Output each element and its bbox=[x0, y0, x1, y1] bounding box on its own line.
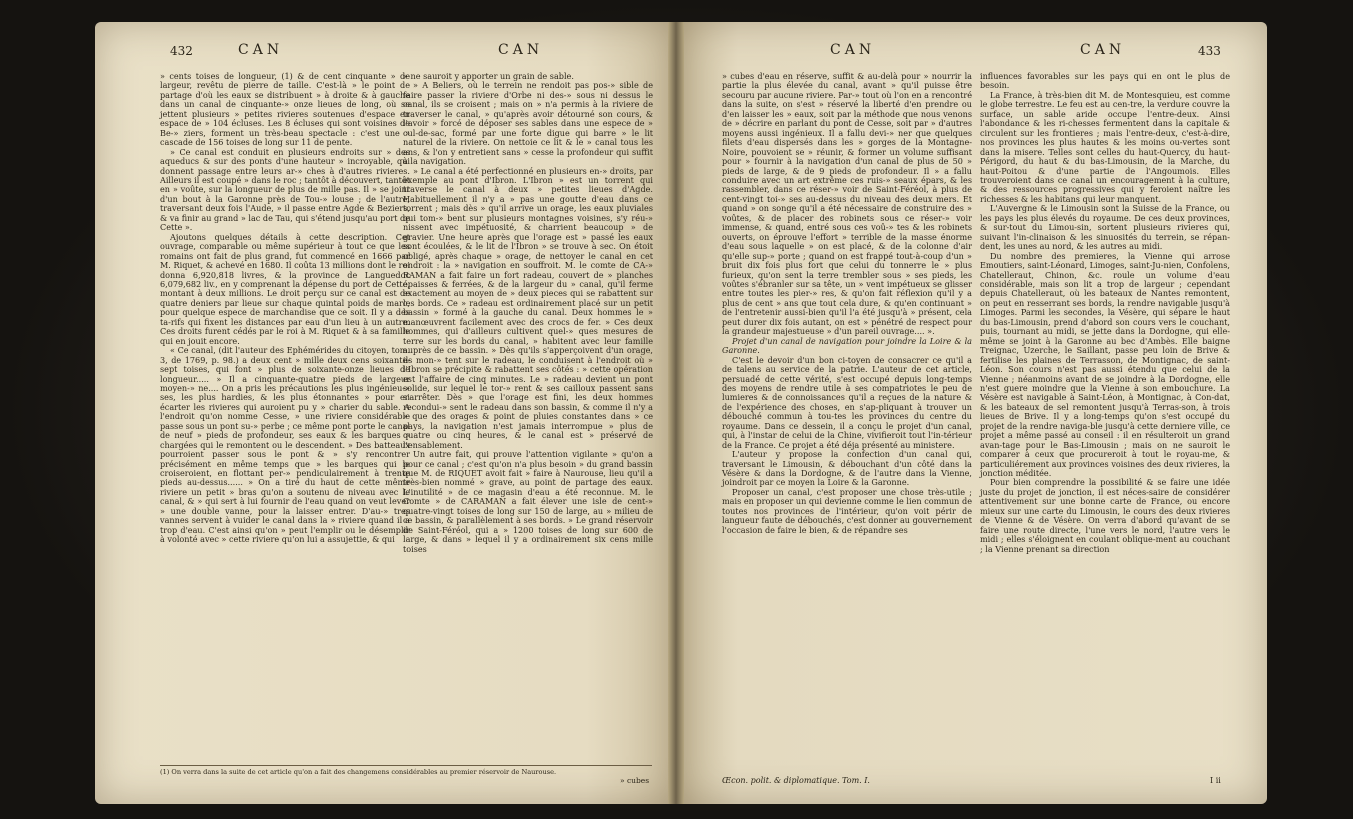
paragraph: La France, à très-bien dit M. de Montesquieu, est comme le globe terrestre. Le feu est au cen-tre, la verdure couvre la surface, un sable aride occupe l'entre-deux. Ainsi l'abondance & les ri-chesses fermentent dans la capitale & circulent sur les frontieres ; mais l'entre-deux, c'est-à-dire, nos provinces les plus hautes & les moins ou-vertes sont dans la misere. Telles sont celles du haut-Quercy, du haut-Périgord, du haut & du bas-Limousin, de la Marche, du haut-Poitou & d'une partie de l'Angoumois. Elles trouveroient dans ce canal un encouragement à la culture, & des ressources progressives qui y feroient naître les richesses & les habitans qui leur manquent. bbox=[980, 89, 1230, 204]
right-column-1 bbox=[722, 72, 972, 535]
paragraph: » ne sauroit y apporter un grain de sable. bbox=[403, 71, 574, 81]
paragraph: » A Beliers, où le terrein ne rendoit pas pos-» sible de faire passer la riviere d'Orbe ni des-» sous ni dessus le canal, ils se croisent ; mais on » n'a permis à la riviere de traverser le canal, » qu'après avoir détourné son cours, & l'avoir » forcé de déposer ses sables dans une espece de » cul-de-sac, formé par une forte digue qui barre » le lit naturel de la riviere. On nettoie ce lit & le » canal tous les ans, & l'on y entretient sans » cesse la profondeur qui suffit à la navigation. bbox=[403, 80, 653, 167]
paragraph: Ajoutons quelques détails à cette description. Cet ouvrage, comparable ou même supérieur à tout ce que les romains ont fait de plus grand, fut commencé en 1666 par M. Riquet, & achevé en 1680. Il coûta 13 millions dont le roi donna 6,920,818 livres, & la province de Languedoc 6,079,682 liv., en y comprenant la dépense du port de Cette, montant à deux millions. Le droit perçu sur ce canal est de quatre deniers par lieue sur chaque quintal poids de marc, pour quelque espece de marchandise que ce soit. Il y a des ta-rifs qui fixent les distances par eau d'un lieu à un autre. Ces droits furent cédés par le roi à M. Riquet & à sa famille qui en jouit encore. bbox=[160, 231, 410, 346]
left-running-head-2: CAN bbox=[498, 42, 544, 58]
right-running-head-2: CAN bbox=[1080, 42, 1126, 58]
left-column-1 bbox=[160, 72, 410, 545]
signature-mark: I ii bbox=[1210, 776, 1221, 785]
left-running-head-1: CAN bbox=[238, 42, 284, 58]
paragraph: L'auteur y propose la confection d'un canal qui, traversant le Limousin, & débouchant d'un côté dans la Vésère & dans la Dordogne, & de l'autre dans la Vienne, joindroit par ce moyen la Loire & la Garonne. bbox=[722, 449, 972, 488]
paragraph: » cubes d'eau en réserve, suffit & au-delà pour » nourrir la partie la plus élevée du canal, avant » qu'il puisse être secouru par aucune riviere. Par-» tout où l'on en a rencontré dans la suite, on s'est » réservé la liberté d'en prendre ou d'en laisser les » eaux, soit par la méthode que nous venons de » décrire en parlant du pont de Cesse, soit par » d'autres moyens aussi ingénieux. Il a fallu devi-» ner que quelques filets d'eau dispersés dans les » gorges de la Montagne-Noire, pouvoient se » réunir, & former un volume suffisant pour » fournir à la navigation d'un canal de plus de 50 » pieds de large, & de 9 pieds de profondeur. Il » a fallu conduire avec un art extrême ces ruis-» seaux épars, & les rassembler, dans ce réser-» voir de Saint-Féréol, à plus de cent-vingt toi-» ses au-dessus du niveau des deux mers. Et quand » on songe qu'il a été nécessaire de construire des » voûtes, & de placer des robinets sous ce réser-» voir immense, & quand, entré sous ces voû-» tes & les robinets ouverts, on éprouve l'effort » terrible de la masse énorme d'eau sous laquelle » on est placé, & de la colonne d'air qu'elle sup-» porte ; quand on est frappé tout-à-coup d'un » bruit dix fois plus fort que celui du tonnerre le » plus furieux, qu'on sent la terre trembler sous » ses pieds, les voûtes s'ébranler sur sa tête, un » vent impétueux se glisser entre toutes les pier-» res, & qu'on fait réflexion qu'il y a plus de cent » ans que tout cela dure, & qu'en continuant » de l'entretenir aussi-bien qu'il l'a été jusqu'à » présent, cela peut durer dix fois autant, on est » pénétré de respect pour la grandeur majestueuse » d'un pareil ouvrage.... ». bbox=[722, 71, 972, 337]
paragraph: L'Auvergne & le Limousin sont la Suisse de la France, ou les pays les plus élevés du royaume. De ces deux provinces, & sur-tout du Limou-sin, sortent plusieurs rivieres qui, suivant l'in-clinaison & les sinuosités du terrein, se répan-dent, les unes au nord, & les autres au midi. bbox=[980, 203, 1230, 252]
paragraph: » Le canal a été perfectionné en plusieurs en-» droits, par exemple au pont d'Ibron. L'Ibron » est un torrent qui traverse le canal à deux » petites lieues d'Agde. Habituellement il n'y a » pas une goutte d'eau dans ce torrent ; mais dès » qu'il arrive un orage, les eaux pluviales qui tom-» bent sur plusieurs montagnes voisines, s'y réu-» nissent avec impétuosité, & charrient beaucoup » de gravier. Une heure après que l'orage est » passé les eaux sont écoulées, & le lit de l'Ibron » se trouve à sec. On étoit obligé, après chaque » orage, de nettoyer le canal en cet endroit : la » navigation en souffroit. M. le comte de CA-» RAMAN a fait faire un fort radeau, couvert de » planches épaisses & ferrées, & de la largeur du » canal, qu'il ferme exactement au moyen de » deux pieces qui se rabattent sur les bords. Ce » radeau est ordinairement placé sur un petit bassin » formé à la gauche du canal. Deux hommes le » manœuvrent facilement avec des crocs de fer. » Ces deux hommes, qui d'ailleurs cultivent quel-» ques mesures de terre sur les bords du canal, » habitent avec leur famille auprès de ce bassin. » Dès qu'ils s'apperçoivent d'un orage, ils mon-» tent sur le radeau, le conduisent à l'endroit où » l'Ibron se précipite & rabattent ses côtés : » cette opération est l'affaire de cinq minutes. Le » radeau devient un pont solide, sur lequel le tor-» rent & ses cailloux passent sans s'arrêter. Dès » que l'orage est fini, les deux hommes recondui-» sent le radeau dans son bassin, & comme il n'y a » que des orages & point de pluies constantes dans » ce pays, la navigation n'est jamais interrompue » plus de quatre ou cinq heures, & le canal est » préservé de l'ensablement. bbox=[403, 165, 653, 450]
paragraph: « Ce canal, (dit l'auteur des Ephémérides du citoyen, tom. 3, de 1769, p. 98.) a deux cent » mille deux cens soixante-sept toises, qui font » plus de soixante-onze lieues de longueur..... » Il a cinquante-quatre pieds de largeur moyen-» ne.... On a pris les précautions les plus ingénieu-» ses, les plus hardies, & les plus étonnantes » pour en écarter les rivieres qui auroient pu y » charier du sable. A l'endroit qu'on nomme Cesse, » une riviere considérable passe sous un pont su-» perbe ; ce même pont porte le canal de neuf » pieds de profondeur, ses eaux & les barques » chargées qui le remontent ou le descendent. » Des batteaux pourroient passer sous le pont & » s'y rencontrer précisément en même temps que » les barques qui le croiseroient, en flottant per-» pendiculairement à trente pieds au-dessus...... » On a tiré du haut de cette même riviere un petit » bras qu'on a soutenu de niveau avec le canal, & » qui sert à lui fournir de l'eau quand on veut lever » une double vanne, pour la laisser entrer. D'au-» tres vannes servent à vuider le canal dans la » riviere quand il a trop d'eau. C'est ainsi qu'on » peut l'emplir ou le désemplir à volonté avec » cette riviere qu'on lui a assujettie, & qui bbox=[160, 345, 410, 545]
section-title: Projet d'un canal de navigation pour joindre la Loire & la Garonne. bbox=[722, 335, 972, 356]
paragraph: Proposer un canal, c'est proposer une chose très-utile ; mais en proposer un qui devienne comme le lien commun de toutes nos provinces de l'intérieur, qu'on voit périr de langueur faute de débouchés, c'est donner au gouvernement l'occasion de faire le bien, & de répandre ses bbox=[722, 486, 973, 535]
left-folio: 432 bbox=[170, 44, 193, 58]
footnote: (1) On verra dans la suite de cet article qu'on a fait des changemens considérables au premier réservoir de Naurouse. bbox=[160, 765, 652, 776]
signature-line: Œcon. polit. & diplomatique. Tom. I. bbox=[722, 776, 870, 785]
right-running-head-1: CAN bbox=[830, 42, 876, 58]
paragraph: Du nombre des premieres, la Vienne qui arrose Emoutiers, saint-Léonard, Limoges, saint-Ju-nien, Confolens, Chatelleraut, Chinon, &c. roule un volume d'eau considérable, mais son lit a trop de largeur ; cependant depuis Chatelleraut, où les bateaux de Nantes remontent, on peut en resserrant ses bords, la rendre navigable jusqu'à Limoges. Parmi les secondes, la Vésère, qui sépare le haut du bas-Limousin, prend d'abord son cours vers le couchant, puis, tournant au midi, se jette dans la Dordogne, qui elle-même se joint à la Garonne au bec d'Ambès. Elle baigne Treignac, Uzerche, le Saillant, passe peu loin de Brive & fertilise les plaines de Terrasson, de Montignac, de saint-Léon. Son cours n'est pas aussi étendu que celui de la Vienne ; néanmoins avant de se joindre à la Dordogne, elle n'est guere moindre que la Vienne à son embouchure. La Vésère est navigable à Saint-Léon, à Montignac, à Con-dat, & les bateaux de sel remontent jusqu'à Terras-son, à trois lieues de Brive. Il y a long-temps qu'on s'est occupé du projet de la rendre naviga-ble jusqu'à cette derniere ville, ce projet a même passé au conseil : il en résulteroit un grand avan-tage pour le Bas-Limousin ; mais on ne sauroit le comparer à ceux que procureroit à tout le royau-me, & particuliérement aux provinces voisines des deux rivieres, la jonction méditée. bbox=[980, 250, 1230, 479]
paragraph: influences favorables sur les pays qui en ont le plus de besoin. bbox=[980, 71, 1230, 91]
paragraph: » cents toises de longueur, (1) & de cent cinquante » de largeur, revêtu de pierre de taille. C'est-là » le point de partage d'où les eaux se distribuent » à droite & à gauche dans un canal de cinquante-» onze lieues de long, où se jettent plusieurs » petites rivieres soutenues d'espace en espace de » 104 écluses. Les 8 écluses qui sont voisines de Be-» ziers, forment un très-beau spectacle : c'est une » cascade de 156 toises de long sur 11 de pente. bbox=[160, 71, 410, 148]
catchword: » cubes bbox=[620, 776, 650, 785]
left-column-2 bbox=[403, 72, 653, 554]
paragraph: Un autre fait, qui prouve l'attention vigilante » qu'on a pour ce canal ; c'est qu'on n'a plus besoin » du grand bassin que M. de RIQUET avoit fait » faire à Naurouse, lieu qu'il a très-bien nommé » grave, au point de partage des eaux. L'inutilité » de ce magasin d'eau a été reconnue. M. le Comte » de CARAMAN a fait élever une isle de cent-» quatre-vingt toises de long sur 150 de large, au » milieu de ce bassin, & parallèlement à ses bords. » Le grand réservoir de Saint-Féréol, qui a » 1200 toises de long sur 600 de large, & dans » lequel il y a ordinairement six cens mille toises bbox=[403, 449, 653, 554]
book-gutter bbox=[668, 22, 684, 804]
paragraph: C'est le devoir d'un bon ci-toyen de consacrer ce qu'il a de talens au service de la patrie. L'auteur de cet article, persuadé de cette vérité, s'est occupé depuis long-temps des moyens de rendre utile à ses compatriotes le peu de lumieres & de connoissances qu'il a reçues de la nature & de l'expérience des choses, en s'ap-pliquant à trouver un débouché commun à tou-tes les provinces du centre du royaume. Dans ce dessein, il a conçu le projet d'un canal, qui, à l'instar de celui de la Chine, vivifieroit tout l'in-térieur de la France. Ce projet a été déja présenté au ministere. bbox=[722, 354, 972, 450]
paragraph: Pour bien comprendre la possibilité & se faire une idée juste du projet de jonction, il est néces-saire de considérer attentivement sur une bonne carte de France, ou encore mieux sur une carte du Limousin, le cours des deux rivieres de Vienne & de Vésère. On verra d'abord qu'avant de se faire une route directe, l'une vers le nord, l'autre vers le midi ; elles s'éloignent en coulant oblique-ment au couchant ; la Vienne prenant sa direction bbox=[980, 477, 1230, 554]
paragraph: » Ce canal est conduit en plusieurs endroits sur » des aqueducs & sur des ponts d'une hauteur » incroyable, qui donnent passage entre leurs ar-» ches à d'autres rivieres. Ailleurs il est coupé » dans le roc ; tantôt à découvert, tantôt en » voûte, sur la longueur de plus de mille pas. Il » se joint d'un bout à la Garonne près de Tou-» louse ; de l'autre, traversant deux fois l'Aude, » il passe entre Agde & Beziers, & va finir au grand » lac de Tau, qui s'étend jusqu'au port de Cette ». bbox=[160, 146, 410, 233]
right-column-2 bbox=[980, 72, 1230, 554]
right-folio: 433 bbox=[1198, 44, 1221, 58]
